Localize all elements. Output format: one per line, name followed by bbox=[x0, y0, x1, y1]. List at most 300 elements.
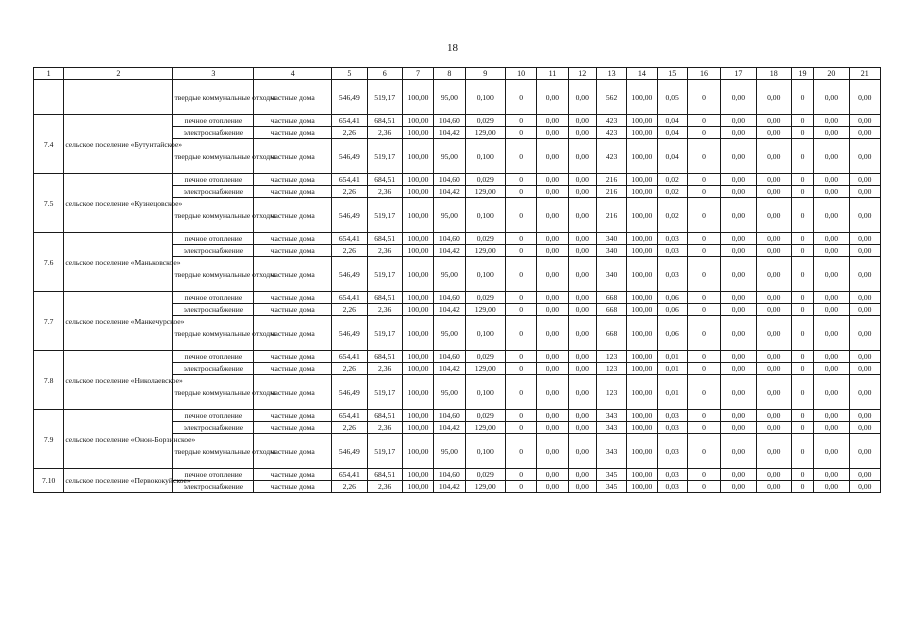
cell-col-20: 0,00 bbox=[814, 127, 849, 139]
cell-col-6: 2,36 bbox=[367, 363, 402, 375]
cell-col-17: 0,00 bbox=[721, 127, 756, 139]
cell-col-18: 0,00 bbox=[756, 80, 791, 115]
cell-col-11: 0,00 bbox=[537, 481, 568, 493]
cell-col-19: 0 bbox=[791, 245, 813, 257]
cell-col-13: 216 bbox=[596, 198, 626, 233]
cell-col-10: 0 bbox=[505, 245, 536, 257]
cell-col-19: 0 bbox=[791, 363, 813, 375]
consumer-category: частные дома bbox=[254, 481, 332, 493]
cell-col-13: 345 bbox=[596, 481, 626, 493]
table-row bbox=[34, 80, 881, 115]
cell-col-10: 0 bbox=[505, 257, 536, 292]
cell-col-21: 0,00 bbox=[849, 292, 880, 304]
cell-col-16: 0 bbox=[687, 257, 720, 292]
cell-col-17: 0,00 bbox=[721, 434, 756, 469]
cell-col-10: 0 bbox=[505, 233, 536, 245]
cell-col-9: 129,00 bbox=[465, 481, 505, 493]
cell-col-16: 0 bbox=[687, 198, 720, 233]
table-row bbox=[34, 292, 881, 304]
cell-col-8: 104,42 bbox=[434, 127, 465, 139]
cell-col-10: 0 bbox=[505, 375, 536, 410]
cell-col-9: 0,100 bbox=[465, 80, 505, 115]
cell-col-12: 0,00 bbox=[568, 351, 596, 363]
service-type: твердые коммунальные отходы bbox=[173, 434, 254, 469]
cell-col-16: 0 bbox=[687, 127, 720, 139]
cell-col-12: 0,00 bbox=[568, 469, 596, 481]
consumer-category: частные дома bbox=[254, 422, 332, 434]
cell-col-20: 0,00 bbox=[814, 422, 849, 434]
service-type: электроснабжение bbox=[173, 481, 254, 493]
cell-col-16: 0 bbox=[687, 292, 720, 304]
cell-col-6: 2,36 bbox=[367, 304, 402, 316]
table-row bbox=[34, 233, 881, 245]
cell-col-20: 0,00 bbox=[814, 186, 849, 198]
cell-col-15: 0,03 bbox=[657, 434, 687, 469]
cell-col-6: 519,17 bbox=[367, 198, 402, 233]
cell-col-17: 0,00 bbox=[721, 481, 756, 493]
cell-col-12: 0,00 bbox=[568, 363, 596, 375]
cell-col-9: 0,029 bbox=[465, 410, 505, 422]
cell-col-6: 519,17 bbox=[367, 139, 402, 174]
cell-col-19: 0 bbox=[791, 174, 813, 186]
cell-col-12: 0,00 bbox=[568, 481, 596, 493]
cell-col-17: 0,00 bbox=[721, 257, 756, 292]
column-number-18: 18 bbox=[756, 68, 791, 80]
cell-col-20: 0,00 bbox=[814, 292, 849, 304]
cell-col-18: 0,00 bbox=[756, 363, 791, 375]
cell-col-7: 100,00 bbox=[402, 292, 433, 304]
cell-col-7: 100,00 bbox=[402, 481, 433, 493]
consumer-category: частные дома bbox=[254, 233, 332, 245]
cell-col-21: 0,00 bbox=[849, 127, 880, 139]
cell-col-10: 0 bbox=[505, 363, 536, 375]
cell-col-20: 0,00 bbox=[814, 375, 849, 410]
cell-col-14: 100,00 bbox=[627, 139, 657, 174]
cell-col-14: 100,00 bbox=[627, 375, 657, 410]
cell-col-7: 100,00 bbox=[402, 198, 433, 233]
cell-col-15: 0,05 bbox=[657, 80, 687, 115]
cell-col-5: 546,49 bbox=[332, 139, 367, 174]
cell-col-6: 2,36 bbox=[367, 245, 402, 257]
cell-col-18: 0,00 bbox=[756, 481, 791, 493]
cell-col-12: 0,00 bbox=[568, 422, 596, 434]
cell-col-16: 0 bbox=[687, 174, 720, 186]
cell-col-21: 0,00 bbox=[849, 363, 880, 375]
cell-col-9: 129,00 bbox=[465, 186, 505, 198]
consumer-category: частные дома bbox=[254, 410, 332, 422]
cell-col-12: 0,00 bbox=[568, 174, 596, 186]
cell-col-10: 0 bbox=[505, 304, 536, 316]
cell-col-11: 0,00 bbox=[537, 292, 568, 304]
cell-col-14: 100,00 bbox=[627, 245, 657, 257]
service-type: электроснабжение bbox=[173, 422, 254, 434]
row-group-number: 7.6 bbox=[34, 233, 64, 292]
consumer-category: частные дома bbox=[254, 469, 332, 481]
cell-col-19: 0 bbox=[791, 80, 813, 115]
consumer-category: частные дома bbox=[254, 127, 332, 139]
cell-col-18: 0,00 bbox=[756, 316, 791, 351]
column-number-2: 2 bbox=[64, 68, 173, 80]
cell-col-21: 0,00 bbox=[849, 351, 880, 363]
cell-col-7: 100,00 bbox=[402, 375, 433, 410]
table-row bbox=[34, 174, 881, 186]
cell-col-19: 0 bbox=[791, 115, 813, 127]
cell-col-14: 100,00 bbox=[627, 233, 657, 245]
settlement-name: сельское поселение «Николаевское» bbox=[64, 351, 173, 410]
cell-col-21: 0,00 bbox=[849, 434, 880, 469]
cell-col-8: 104,60 bbox=[434, 351, 465, 363]
service-type: электроснабжение bbox=[173, 245, 254, 257]
cell-col-5: 546,49 bbox=[332, 198, 367, 233]
service-type: печное отопление bbox=[173, 292, 254, 304]
cell-col-8: 104,60 bbox=[434, 233, 465, 245]
column-number-12: 12 bbox=[568, 68, 596, 80]
cell-col-13: 562 bbox=[596, 80, 626, 115]
cell-col-10: 0 bbox=[505, 481, 536, 493]
cell-col-19: 0 bbox=[791, 469, 813, 481]
cell-col-14: 100,00 bbox=[627, 198, 657, 233]
cell-col-7: 100,00 bbox=[402, 127, 433, 139]
cell-col-13: 340 bbox=[596, 233, 626, 245]
cell-col-13: 343 bbox=[596, 434, 626, 469]
cell-col-15: 0,03 bbox=[657, 481, 687, 493]
cell-col-16: 0 bbox=[687, 233, 720, 245]
cell-col-8: 104,42 bbox=[434, 245, 465, 257]
service-type: твердые коммунальные отходы bbox=[173, 139, 254, 174]
row-group-number bbox=[34, 80, 64, 115]
cell-col-18: 0,00 bbox=[756, 139, 791, 174]
cell-col-16: 0 bbox=[687, 434, 720, 469]
consumer-category: частные дома bbox=[254, 316, 332, 351]
cell-col-5: 2,26 bbox=[332, 127, 367, 139]
cell-col-14: 100,00 bbox=[627, 174, 657, 186]
service-type: печное отопление bbox=[173, 174, 254, 186]
cell-col-7: 100,00 bbox=[402, 174, 433, 186]
cell-col-8: 104,42 bbox=[434, 304, 465, 316]
cell-col-14: 100,00 bbox=[627, 127, 657, 139]
cell-col-5: 2,26 bbox=[332, 363, 367, 375]
cell-col-19: 0 bbox=[791, 316, 813, 351]
cell-col-19: 0 bbox=[791, 304, 813, 316]
cell-col-14: 100,00 bbox=[627, 186, 657, 198]
cell-col-21: 0,00 bbox=[849, 410, 880, 422]
column-number-row bbox=[34, 68, 881, 80]
cell-col-6: 684,51 bbox=[367, 292, 402, 304]
cell-col-5: 654,41 bbox=[332, 233, 367, 245]
cell-col-18: 0,00 bbox=[756, 257, 791, 292]
cell-col-7: 100,00 bbox=[402, 410, 433, 422]
cell-col-13: 123 bbox=[596, 375, 626, 410]
service-type: печное отопление bbox=[173, 410, 254, 422]
cell-col-6: 684,51 bbox=[367, 233, 402, 245]
cell-col-7: 100,00 bbox=[402, 115, 433, 127]
cell-col-5: 2,26 bbox=[332, 304, 367, 316]
cell-col-21: 0,00 bbox=[849, 80, 880, 115]
table-row bbox=[34, 115, 881, 127]
consumer-category: частные дома bbox=[254, 292, 332, 304]
column-number-13: 13 bbox=[596, 68, 626, 80]
service-type: печное отопление bbox=[173, 115, 254, 127]
cell-col-11: 0,00 bbox=[537, 139, 568, 174]
cell-col-16: 0 bbox=[687, 245, 720, 257]
cell-col-13: 340 bbox=[596, 245, 626, 257]
cell-col-8: 104,60 bbox=[434, 115, 465, 127]
cell-col-20: 0,00 bbox=[814, 316, 849, 351]
cell-col-15: 0,04 bbox=[657, 127, 687, 139]
cell-col-12: 0,00 bbox=[568, 186, 596, 198]
cell-col-12: 0,00 bbox=[568, 198, 596, 233]
cell-col-8: 95,00 bbox=[434, 257, 465, 292]
cell-col-17: 0,00 bbox=[721, 292, 756, 304]
cell-col-10: 0 bbox=[505, 127, 536, 139]
cell-col-11: 0,00 bbox=[537, 174, 568, 186]
cell-col-14: 100,00 bbox=[627, 363, 657, 375]
cell-col-18: 0,00 bbox=[756, 351, 791, 363]
service-type: электроснабжение bbox=[173, 363, 254, 375]
cell-col-21: 0,00 bbox=[849, 233, 880, 245]
settlement-name: сельское поселение «Первококуйское» bbox=[64, 469, 173, 493]
cell-col-18: 0,00 bbox=[756, 375, 791, 410]
row-group-number: 7.5 bbox=[34, 174, 64, 233]
service-type: печное отопление bbox=[173, 469, 254, 481]
settlement-name: сельское поселение «Манкечурское» bbox=[64, 292, 173, 351]
cell-col-14: 100,00 bbox=[627, 292, 657, 304]
cell-col-15: 0,03 bbox=[657, 245, 687, 257]
cell-col-7: 100,00 bbox=[402, 245, 433, 257]
cell-col-19: 0 bbox=[791, 410, 813, 422]
cell-col-13: 423 bbox=[596, 127, 626, 139]
cell-col-19: 0 bbox=[791, 257, 813, 292]
row-group-number: 7.4 bbox=[34, 115, 64, 174]
column-number-5: 5 bbox=[332, 68, 367, 80]
cell-col-16: 0 bbox=[687, 363, 720, 375]
cell-col-10: 0 bbox=[505, 434, 536, 469]
cell-col-17: 0,00 bbox=[721, 80, 756, 115]
cell-col-19: 0 bbox=[791, 434, 813, 469]
cell-col-17: 0,00 bbox=[721, 186, 756, 198]
settlement-name: сельское поселение «Бутунтайское» bbox=[64, 115, 173, 174]
cell-col-20: 0,00 bbox=[814, 139, 849, 174]
cell-col-10: 0 bbox=[505, 292, 536, 304]
cell-col-15: 0,03 bbox=[657, 410, 687, 422]
cell-col-19: 0 bbox=[791, 375, 813, 410]
cell-col-20: 0,00 bbox=[814, 304, 849, 316]
cell-col-14: 100,00 bbox=[627, 481, 657, 493]
settlement-name: сельское поселение «Кузнецовское» bbox=[64, 174, 173, 233]
cell-col-18: 0,00 bbox=[756, 245, 791, 257]
service-type: твердые коммунальные отходы bbox=[173, 316, 254, 351]
cell-col-6: 519,17 bbox=[367, 257, 402, 292]
cell-col-9: 0,100 bbox=[465, 316, 505, 351]
cell-col-5: 654,41 bbox=[332, 292, 367, 304]
service-type: печное отопление bbox=[173, 233, 254, 245]
cell-col-16: 0 bbox=[687, 186, 720, 198]
cell-col-12: 0,00 bbox=[568, 434, 596, 469]
cell-col-5: 546,49 bbox=[332, 434, 367, 469]
cell-col-8: 104,42 bbox=[434, 481, 465, 493]
cell-col-21: 0,00 bbox=[849, 139, 880, 174]
cell-col-8: 104,60 bbox=[434, 410, 465, 422]
cell-col-8: 95,00 bbox=[434, 198, 465, 233]
cell-col-13: 668 bbox=[596, 304, 626, 316]
column-number-19: 19 bbox=[791, 68, 813, 80]
cell-col-21: 0,00 bbox=[849, 174, 880, 186]
consumer-category: частные дома bbox=[254, 257, 332, 292]
cell-col-7: 100,00 bbox=[402, 80, 433, 115]
cell-col-8: 104,60 bbox=[434, 469, 465, 481]
cell-col-20: 0,00 bbox=[814, 469, 849, 481]
consumer-category: частные дома bbox=[254, 139, 332, 174]
service-type: печное отопление bbox=[173, 351, 254, 363]
cell-col-13: 423 bbox=[596, 139, 626, 174]
cell-col-5: 546,49 bbox=[332, 257, 367, 292]
column-number-16: 16 bbox=[687, 68, 720, 80]
cell-col-21: 0,00 bbox=[849, 198, 880, 233]
cell-col-17: 0,00 bbox=[721, 174, 756, 186]
cell-col-15: 0,02 bbox=[657, 174, 687, 186]
column-number-3: 3 bbox=[173, 68, 254, 80]
cell-col-9: 0,100 bbox=[465, 198, 505, 233]
cell-col-18: 0,00 bbox=[756, 304, 791, 316]
cell-col-16: 0 bbox=[687, 80, 720, 115]
cell-col-13: 340 bbox=[596, 257, 626, 292]
cell-col-12: 0,00 bbox=[568, 80, 596, 115]
cell-col-16: 0 bbox=[687, 422, 720, 434]
cell-col-9: 0,029 bbox=[465, 174, 505, 186]
cell-col-12: 0,00 bbox=[568, 233, 596, 245]
cell-col-5: 546,49 bbox=[332, 80, 367, 115]
cell-col-15: 0,01 bbox=[657, 363, 687, 375]
cell-col-15: 0,06 bbox=[657, 316, 687, 351]
row-group-number: 7.8 bbox=[34, 351, 64, 410]
cell-col-5: 2,26 bbox=[332, 245, 367, 257]
cell-col-5: 654,41 bbox=[332, 174, 367, 186]
cell-col-15: 0,03 bbox=[657, 233, 687, 245]
cell-col-8: 104,42 bbox=[434, 363, 465, 375]
cell-col-12: 0,00 bbox=[568, 127, 596, 139]
cell-col-5: 546,49 bbox=[332, 375, 367, 410]
cell-col-12: 0,00 bbox=[568, 115, 596, 127]
cell-col-6: 684,51 bbox=[367, 410, 402, 422]
cell-col-19: 0 bbox=[791, 127, 813, 139]
consumer-category: частные дома bbox=[254, 80, 332, 115]
service-type: электроснабжение bbox=[173, 304, 254, 316]
cell-col-15: 0,02 bbox=[657, 198, 687, 233]
cell-col-6: 2,36 bbox=[367, 422, 402, 434]
column-number-15: 15 bbox=[657, 68, 687, 80]
consumer-category: частные дома bbox=[254, 363, 332, 375]
cell-col-7: 100,00 bbox=[402, 316, 433, 351]
cell-col-20: 0,00 bbox=[814, 233, 849, 245]
tariff-table bbox=[33, 67, 881, 493]
cell-col-15: 0,06 bbox=[657, 304, 687, 316]
cell-col-16: 0 bbox=[687, 481, 720, 493]
cell-col-5: 2,26 bbox=[332, 186, 367, 198]
cell-col-15: 0,04 bbox=[657, 139, 687, 174]
table-row bbox=[34, 469, 881, 481]
column-number-6: 6 bbox=[367, 68, 402, 80]
settlement-name: сельское поселение «Онон-Борзинское» bbox=[64, 410, 173, 469]
cell-col-5: 546,49 bbox=[332, 316, 367, 351]
cell-col-6: 2,36 bbox=[367, 127, 402, 139]
cell-col-10: 0 bbox=[505, 422, 536, 434]
cell-col-20: 0,00 bbox=[814, 481, 849, 493]
cell-col-8: 104,42 bbox=[434, 186, 465, 198]
cell-col-19: 0 bbox=[791, 233, 813, 245]
cell-col-18: 0,00 bbox=[756, 127, 791, 139]
cell-col-6: 519,17 bbox=[367, 80, 402, 115]
consumer-category: частные дома bbox=[254, 375, 332, 410]
cell-col-11: 0,00 bbox=[537, 233, 568, 245]
cell-col-12: 0,00 bbox=[568, 304, 596, 316]
cell-col-17: 0,00 bbox=[721, 233, 756, 245]
cell-col-21: 0,00 bbox=[849, 469, 880, 481]
cell-col-11: 0,00 bbox=[537, 351, 568, 363]
page-number: 18 bbox=[447, 42, 458, 54]
cell-col-18: 0,00 bbox=[756, 469, 791, 481]
cell-col-14: 100,00 bbox=[627, 422, 657, 434]
cell-col-7: 100,00 bbox=[402, 257, 433, 292]
cell-col-21: 0,00 bbox=[849, 304, 880, 316]
service-type: твердые коммунальные отходы bbox=[173, 375, 254, 410]
cell-col-21: 0,00 bbox=[849, 257, 880, 292]
cell-col-9: 0,029 bbox=[465, 233, 505, 245]
consumer-category: частные дома bbox=[254, 245, 332, 257]
cell-col-18: 0,00 bbox=[756, 233, 791, 245]
cell-col-11: 0,00 bbox=[537, 198, 568, 233]
cell-col-19: 0 bbox=[791, 351, 813, 363]
cell-col-15: 0,01 bbox=[657, 375, 687, 410]
cell-col-16: 0 bbox=[687, 351, 720, 363]
cell-col-17: 0,00 bbox=[721, 351, 756, 363]
settlement-name bbox=[64, 80, 173, 115]
cell-col-18: 0,00 bbox=[756, 198, 791, 233]
cell-col-18: 0,00 bbox=[756, 422, 791, 434]
column-number-21: 21 bbox=[849, 68, 880, 80]
cell-col-14: 100,00 bbox=[627, 351, 657, 363]
cell-col-6: 519,17 bbox=[367, 316, 402, 351]
cell-col-18: 0,00 bbox=[756, 186, 791, 198]
service-type: твердые коммунальные отходы bbox=[173, 80, 254, 115]
consumer-category: частные дома bbox=[254, 115, 332, 127]
consumer-category: частные дома bbox=[254, 186, 332, 198]
cell-col-6: 684,51 bbox=[367, 174, 402, 186]
cell-col-7: 100,00 bbox=[402, 233, 433, 245]
cell-col-7: 100,00 bbox=[402, 469, 433, 481]
row-group-number: 7.7 bbox=[34, 292, 64, 351]
cell-col-15: 0,03 bbox=[657, 469, 687, 481]
cell-col-11: 0,00 bbox=[537, 422, 568, 434]
cell-col-17: 0,00 bbox=[721, 410, 756, 422]
cell-col-17: 0,00 bbox=[721, 375, 756, 410]
service-type: электроснабжение bbox=[173, 186, 254, 198]
cell-col-10: 0 bbox=[505, 174, 536, 186]
cell-col-18: 0,00 bbox=[756, 292, 791, 304]
cell-col-13: 216 bbox=[596, 186, 626, 198]
cell-col-9: 0,029 bbox=[465, 469, 505, 481]
cell-col-12: 0,00 bbox=[568, 257, 596, 292]
cell-col-16: 0 bbox=[687, 469, 720, 481]
cell-col-13: 668 bbox=[596, 316, 626, 351]
cell-col-11: 0,00 bbox=[537, 316, 568, 351]
cell-col-7: 100,00 bbox=[402, 363, 433, 375]
cell-col-5: 654,41 bbox=[332, 469, 367, 481]
cell-col-9: 0,100 bbox=[465, 375, 505, 410]
cell-col-6: 519,17 bbox=[367, 375, 402, 410]
cell-col-16: 0 bbox=[687, 375, 720, 410]
cell-col-20: 0,00 bbox=[814, 363, 849, 375]
cell-col-16: 0 bbox=[687, 304, 720, 316]
